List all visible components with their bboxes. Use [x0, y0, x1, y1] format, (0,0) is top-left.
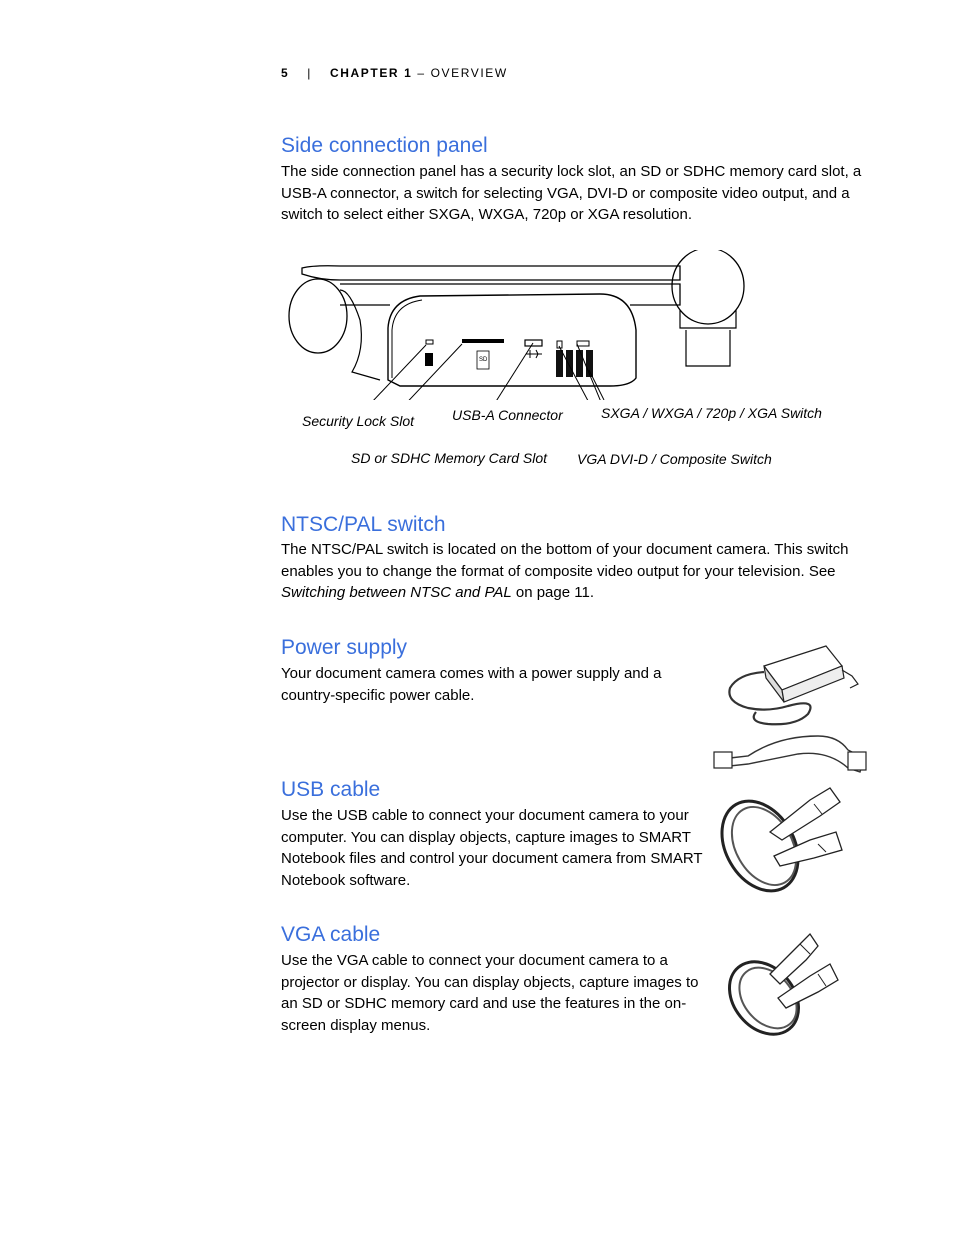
- ntsc-pal-text: [281, 539, 881, 604]
- section-label: – OVERVIEW: [412, 66, 508, 80]
- side-panel-text: The side connection panel has a security lock slot, an SD or SDHC memory card slot, a USB-A connector, a switch for selecting VGA, DVI-D or composite video output, and a switch to select either SXGA, WXGA, 720p or XGA resolution.: [281, 163, 862, 224]
- usb-cable-heading: USB cable: [281, 778, 381, 801]
- callout-resolution-switch: SXGA / WXGA / 720p / XGA Switch: [601, 405, 822, 421]
- power-supply-text: Your document camera comes with a power supply and a country-specific power cable.: [281, 665, 662, 704]
- ntsc-pal-heading: NTSC/PAL switch: [281, 513, 446, 536]
- chapter-label: CHAPTER 1: [330, 66, 413, 80]
- power-supply-image: [708, 640, 870, 780]
- usb-cable-image: [710, 780, 850, 896]
- vga-cable-text: Use the VGA cable to connect your document camera to a projector or display. You can display objects, capture images to an SD or SDHC memory card and use the features in the on-screen display menus.: [281, 952, 699, 1034]
- ntsc-pal-text-start: The NTSC/PAL switch is located on the bottom of your document camera. This switch enables you to change the format of composite video output for your television. See: [281, 541, 849, 580]
- callout-security-lock: Security Lock Slot: [302, 413, 415, 429]
- running-header: [281, 66, 508, 80]
- usb-cable-text: Use the USB cable to connect your document camera to your computer. You can display objects, capture images to SMART Notebook files and control your document camera from SMART Notebook software.: [281, 807, 703, 889]
- callout-video-switch: VGA DVI-D / Composite Switch: [577, 451, 772, 467]
- vga-cable-heading: VGA cable: [281, 923, 381, 946]
- ntsc-pal-text-end: on page 11.: [511, 584, 594, 602]
- callout-usb-a: USB-A Connector: [452, 407, 563, 423]
- side-panel-diagram: [280, 250, 760, 400]
- side-panel-heading: Side connection panel: [281, 134, 488, 157]
- ntsc-pal-reference-link[interactable]: Switching between NTSC and PAL: [281, 584, 512, 602]
- page-number: 5: [281, 66, 290, 80]
- sd-glyph: SD: [479, 357, 488, 363]
- power-supply-heading: Power supply: [281, 636, 408, 659]
- header-separator: |: [307, 66, 312, 80]
- callout-sd-slot: SD or SDHC Memory Card Slot: [351, 450, 548, 466]
- vga-cable-image: [710, 928, 844, 1038]
